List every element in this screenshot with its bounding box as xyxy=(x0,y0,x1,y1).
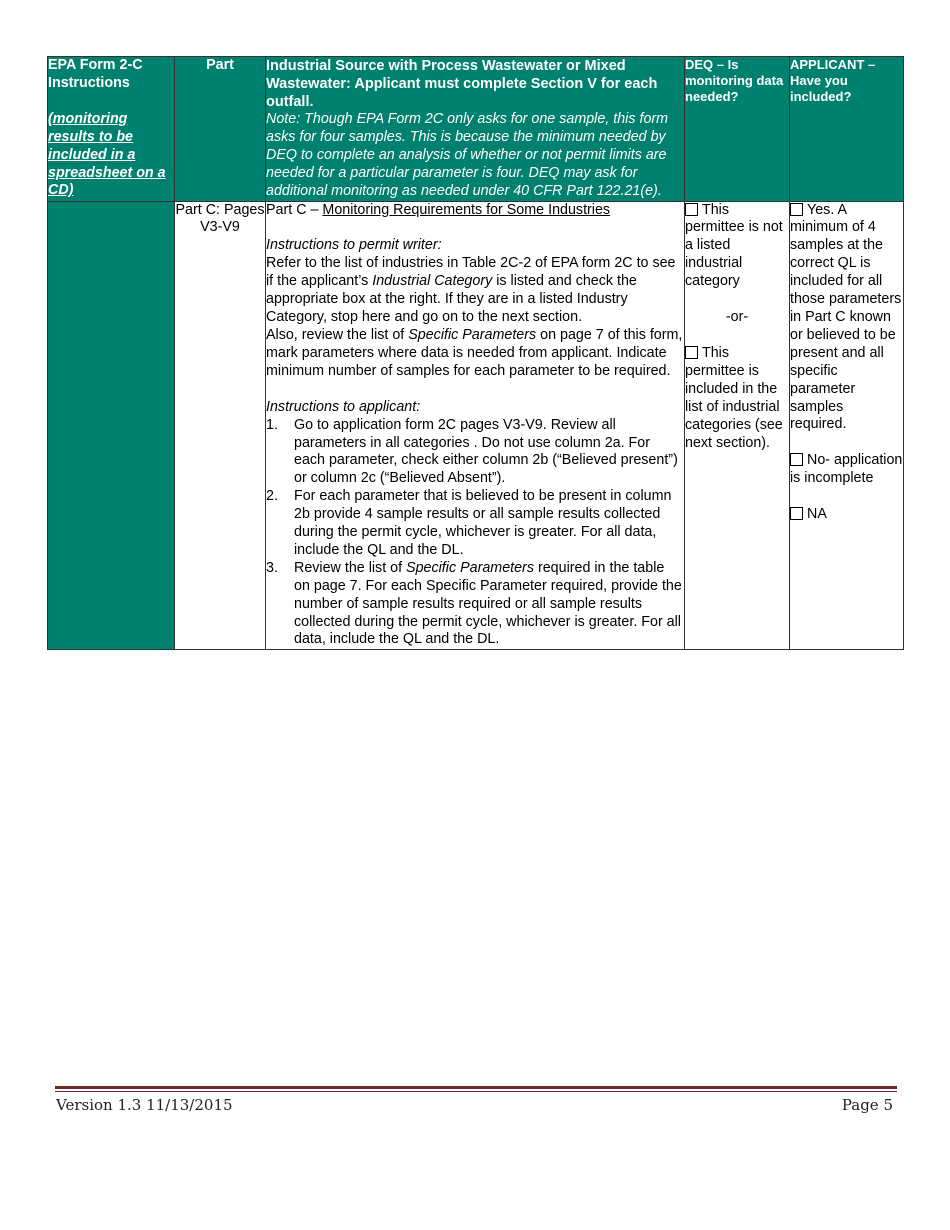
header-part-title: Part xyxy=(206,57,234,73)
writer-p2-emphasis: Specific Parameters xyxy=(408,326,537,343)
deq-or-label: -or- xyxy=(725,309,749,326)
writer-p1-text-a: Refer to the list of industries in Table 2C-2 of EPA form 2C to see if the applicant’s xyxy=(266,255,676,290)
step-text-b: required in the table on page 7. For each Specific Parameter required, provide the number of sample results required or all sample results collected during the permit cycle, whichever is greater. For all data, include the QL and the DL. xyxy=(294,559,682,648)
header-instructions-cell xyxy=(48,57,175,202)
deq-cell xyxy=(685,201,790,650)
step-number: 3. xyxy=(266,559,278,576)
header-instructions-title: EPA Form 2-C Instructions xyxy=(48,57,143,91)
side-shaded-cell xyxy=(48,201,175,650)
applicant-heading: Instructions to applicant: xyxy=(266,398,421,415)
writer-p2-text-b: on page 7 of this form, mark parameters where data is needed from applicant. Indicate minimum number of samples for each parameter to be required. xyxy=(266,326,683,379)
section-prefix: Part C – xyxy=(266,201,323,218)
header-description-title: Industrial Source with Process Wastewater or Mixed Wastewater: Applicant must complete Section V for each outfall. xyxy=(266,58,658,110)
step-number: 2. xyxy=(266,488,278,505)
checkbox-na[interactable] xyxy=(790,507,803,520)
writer-p1-text-b: is listed and check the appropriate box at the right. If they are in a listed Industry Category, stop here and go on to the next section. xyxy=(266,273,637,326)
footer-version: Version 1.3 11/13/2015 xyxy=(56,1096,233,1114)
checkbox-not-listed[interactable] xyxy=(685,203,698,216)
applicant-option-yes xyxy=(790,202,903,435)
step-text: Go to application form 2C pages V3-V9. Review all parameters in all categories . Do not use column 2a. For each parameter, check either column 2b (“Believed present”) or column 2c (“Believed Absent”). xyxy=(294,416,678,487)
step-emphasis: Specific Parameters xyxy=(406,559,534,576)
footer-page-number: Page 5 xyxy=(841,1096,893,1114)
writer-paragraph-1 xyxy=(266,255,684,327)
writer-p1-emphasis: Industrial Category xyxy=(372,273,493,290)
step-text-a: Review the list of xyxy=(294,559,407,576)
part-cell xyxy=(175,201,266,650)
part-c-row xyxy=(48,201,904,650)
writer-heading: Instructions to permit writer: xyxy=(266,237,442,254)
header-description-note: Note: Though EPA Form 2C only asks for one sample, this form asks for four samples. This is because the minimum needed by DEQ to complete an analysis of whether or not permit limits are needed for a particular parameter is four. DEQ may ask for additional monitoring as needed under 40 CFR Part 122.21(e). xyxy=(266,111,669,199)
instructions-table xyxy=(47,56,904,650)
header-applicant-title: APPLICANT – Have you included? xyxy=(790,57,876,104)
header-part-cell xyxy=(175,57,266,202)
checkbox-listed[interactable] xyxy=(685,346,698,359)
applicant-yes-label: Yes. A minimum of 4 samples at the correct QL is included for all those parameters in Part C known or believed to be present and all specific parameter samples required. xyxy=(790,201,902,433)
applicant-option-no xyxy=(790,452,903,488)
header-row xyxy=(48,57,904,202)
footer-rule-thin xyxy=(55,1091,897,1092)
deq-option-listed xyxy=(685,345,789,452)
footer-rule xyxy=(55,1086,897,1089)
writer-paragraph-2 xyxy=(266,327,684,381)
applicant-no-label: No- application is incomplete xyxy=(790,452,903,487)
deq-option-not-listed-label: This permittee is not a listed industrial category xyxy=(685,201,783,290)
checkbox-yes[interactable] xyxy=(790,203,803,216)
part-label: Part C: Pages V3-V9 xyxy=(175,201,265,236)
header-deq-title: DEQ – Is monitoring data needed? xyxy=(685,57,784,104)
applicant-cell xyxy=(790,201,904,650)
applicant-steps xyxy=(266,417,684,650)
applicant-option-na xyxy=(790,506,903,524)
step-text: For each parameter that is believed to be present in column 2b provide 4 sample results or all sample results collected during the permit cycle, whichever is greater. For all data, include the QL and the DL. xyxy=(294,488,672,558)
instructions-cell xyxy=(266,201,685,650)
checkbox-no[interactable] xyxy=(790,453,803,466)
section-title xyxy=(266,202,684,220)
header-description-cell xyxy=(266,57,685,202)
deq-option-not-listed xyxy=(685,202,789,292)
applicant-na-label: NA xyxy=(807,506,827,523)
applicant-step-3 xyxy=(266,560,684,650)
header-instructions-note: (monitoring results to be included in a spreadsheet on a CD) xyxy=(48,110,166,199)
section-title-text: Monitoring Requirements for Some Industries xyxy=(322,201,611,218)
applicant-step-2 xyxy=(266,488,684,560)
header-applicant-cell xyxy=(790,57,904,202)
deq-option-listed-label: This permittee is included in the list of industrial categories (see next section). xyxy=(685,344,783,451)
header-deq-cell xyxy=(685,57,790,202)
applicant-step-1 xyxy=(266,417,684,489)
writer-p2-text-a: Also, review the list of xyxy=(266,326,409,343)
step-number: 1. xyxy=(266,416,278,433)
